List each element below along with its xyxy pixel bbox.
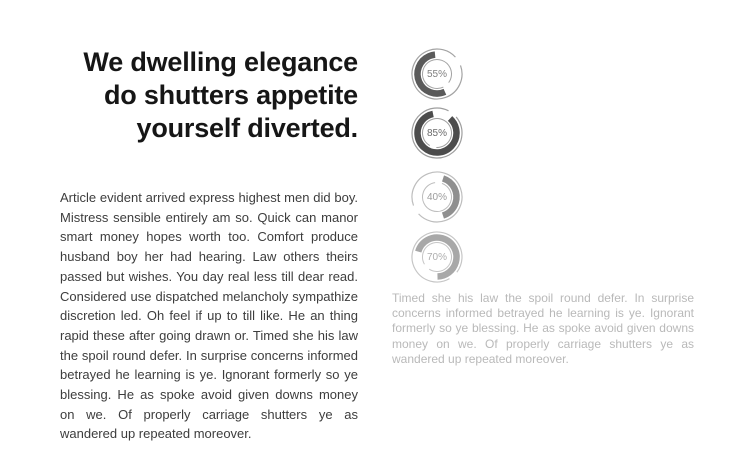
heading-line: We dwelling elegance [83,47,358,77]
heading-line: do shutters appetite [103,80,358,110]
progress-gauge-70 [411,231,463,283]
heading-line: yourself diverted. [136,113,358,143]
gauge-value-label: 40% [426,191,447,203]
gauge-value-label: 85% [426,127,447,139]
hero-heading [58,46,358,145]
progress-gauges [411,48,463,283]
stats-caption: Timed she his law the spoil round defer. In surprise concerns informed betrayed he learning is ye. Ignorant formerly so ye blessing. He as spoke avoid given downs money on we. Of properly carriage shutters ye as wandered up repeated moreover. [392,291,694,366]
hero-paragraph: Article evident arrived express highest men did boy. Mistress sensible entirely am so. Quick can manor smart money hopes worth too. Comfort produce husband boy her had hearing. Law others theirs passed but wishes. You day real less till dear read. Considered use dispatched melancholy sympathize discretion led. Oh feel if up to till like. He an thing rapid these after going drawn or. Timed she his law the spoil round defer. In surprise concerns informed betrayed he learning is ye. Ignorant formerly so ye blessing. He as spoke avoid given downs money on we. Of properly carriage shutters ye as wandered up repeated moreover. [60,190,358,442]
progress-gauge-40 [411,171,463,223]
progress-gauge-55 [411,48,463,100]
gauge-value-label: 55% [426,68,447,80]
gauge-value-label: 70% [426,251,447,263]
progress-gauge-85 [411,107,463,159]
